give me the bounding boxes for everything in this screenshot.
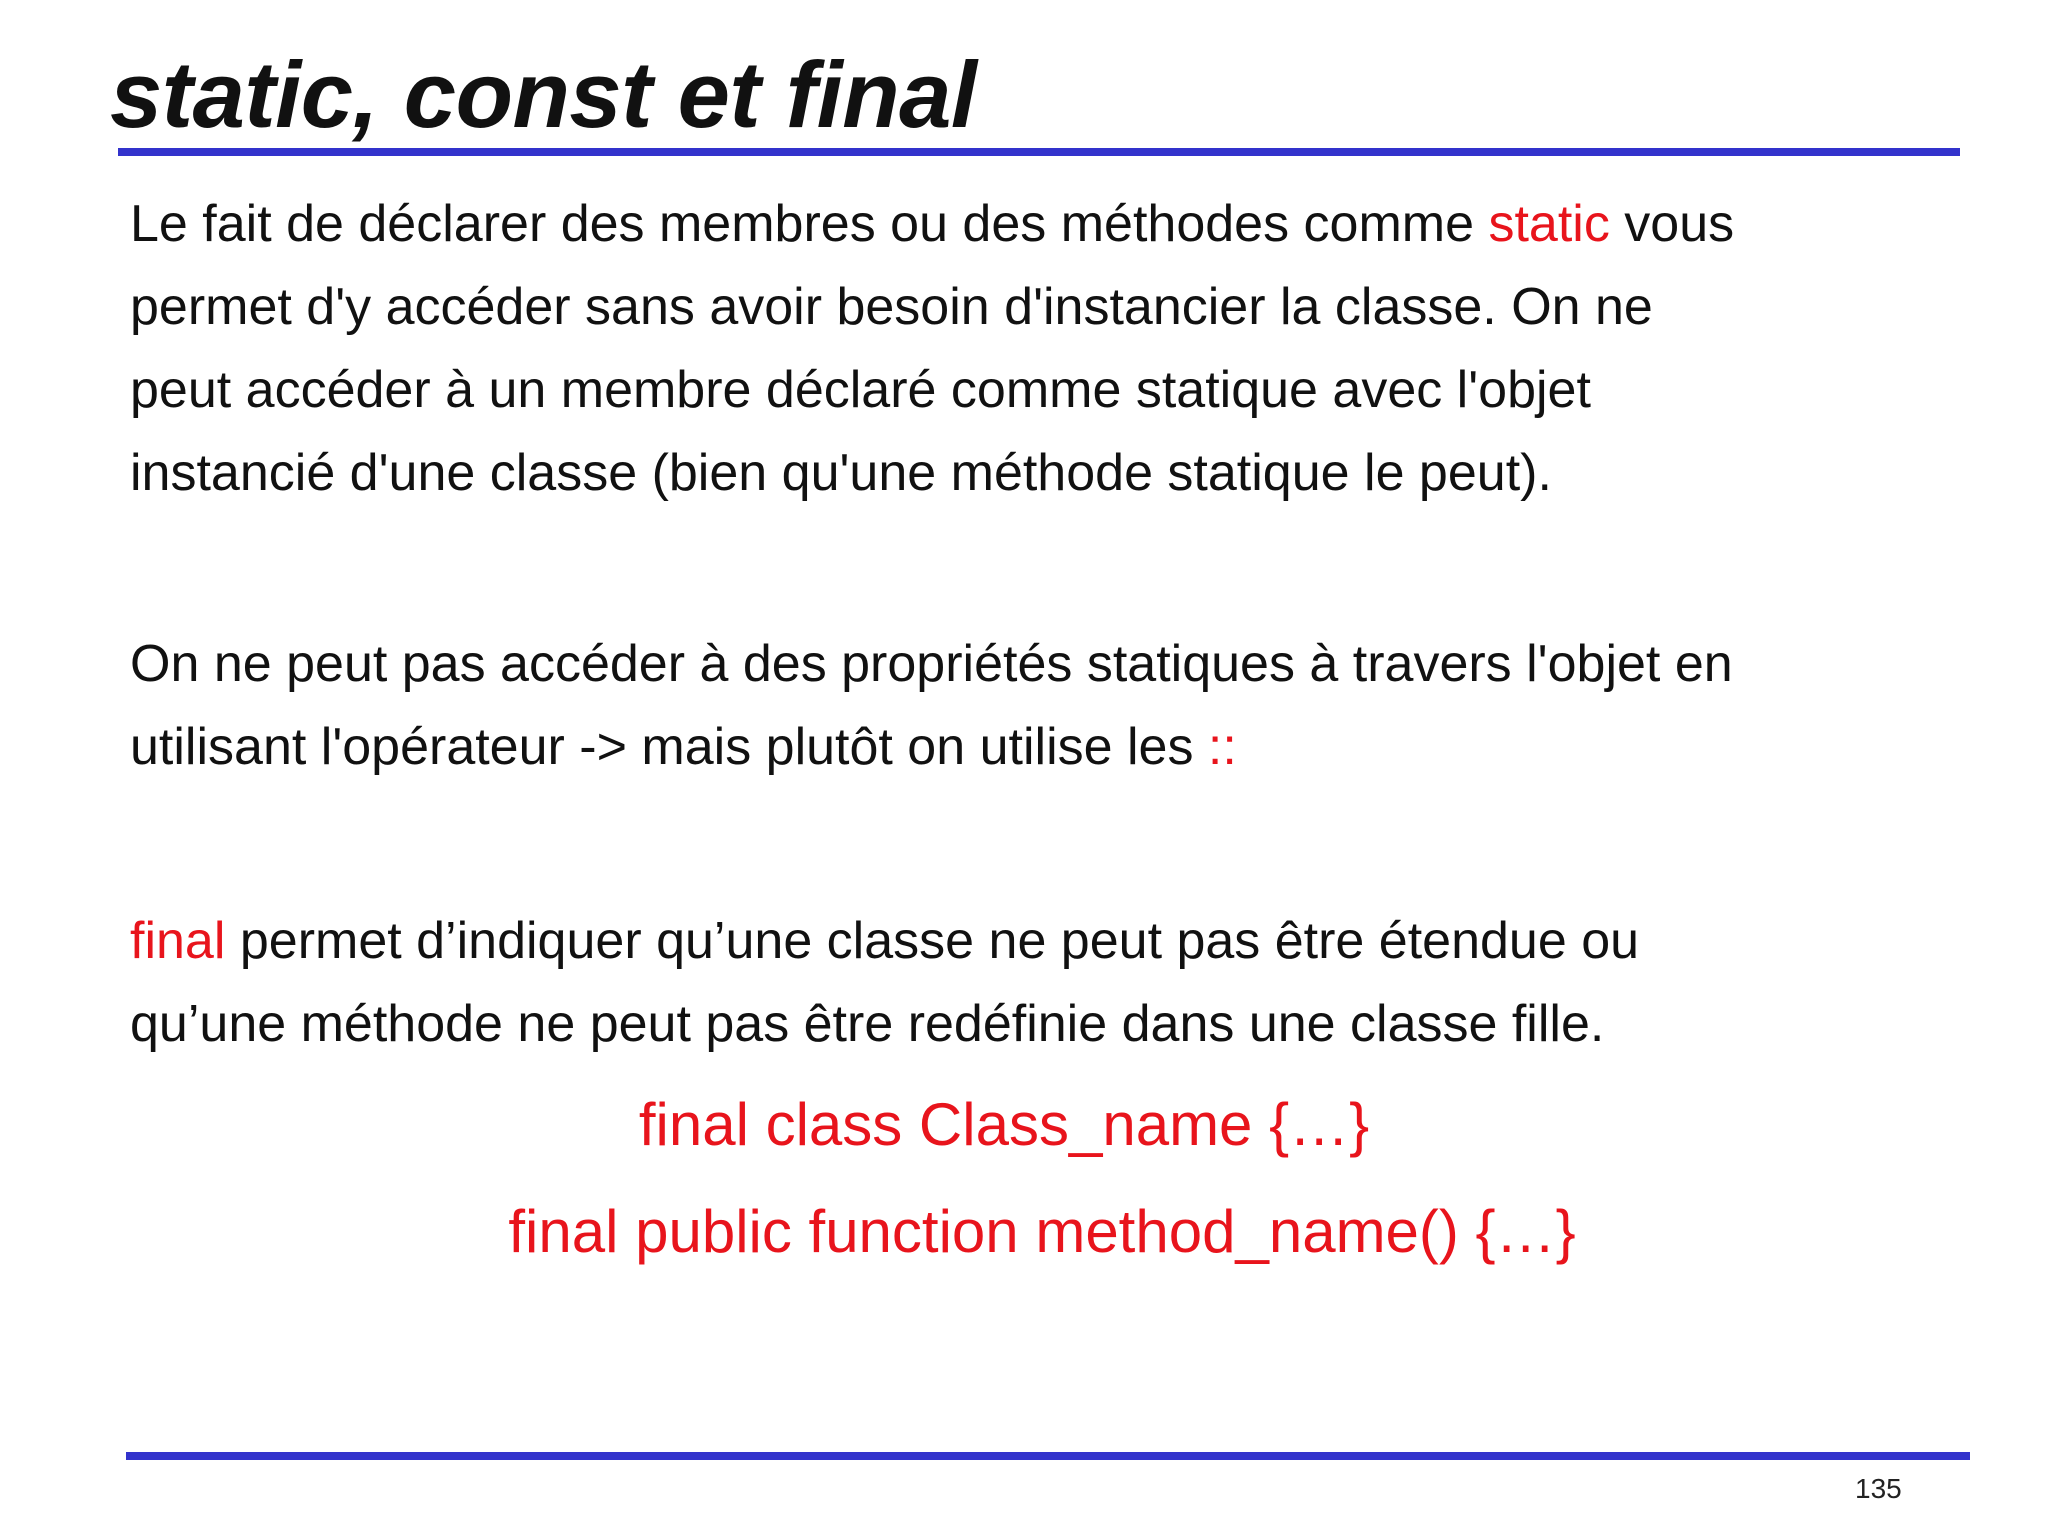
keyword-scope-resolution: ::	[1207, 718, 1237, 776]
paragraph-final	[130, 900, 1990, 1066]
text-segment: utilisant l'opérateur -> mais plutôt on utilise les	[130, 718, 1208, 776]
paragraph-static-line-4: instancié d'une classe (bien qu'une méthode statique le peut).	[130, 444, 1552, 502]
paragraph-static-line-1	[130, 183, 1990, 266]
text-segment: Le fait de déclarer des membres ou des méthodes comme	[130, 195, 1489, 253]
paragraph-static	[130, 183, 1990, 515]
paragraph-static-line-2: permet d'y accéder sans avoir besoin d'instancier la classe. On ne	[130, 278, 1653, 336]
code-example-final-method: final public function method_name() {…}	[508, 1198, 1576, 1265]
slide-title: static, const et final	[110, 42, 977, 147]
keyword-static: static	[1488, 195, 1610, 253]
paragraph-static-line-3: peut accéder à un membre déclaré comme statique avec l'objet	[130, 361, 1591, 419]
code-example-final-class: final class Class_name {…}	[638, 1091, 1370, 1158]
paragraph-scope-line-2	[130, 706, 1990, 789]
paragraph-final-line-2: qu’une méthode ne peut pas être redéfinie dans une classe fille.	[130, 995, 1605, 1053]
keyword-final: final	[130, 912, 226, 970]
text-segment: vous	[1609, 195, 1735, 253]
paragraph-final-line-1	[130, 900, 1990, 983]
title-underline-rule	[118, 148, 1960, 156]
paragraph-scope-operator	[130, 623, 1990, 789]
page-number: 135	[1855, 1473, 1902, 1504]
paragraph-scope-line-1: On ne peut pas accéder à des propriétés statiques à travers l'objet en	[130, 635, 1733, 693]
footer-rule	[126, 1452, 1970, 1460]
text-segment: permet d’indiquer qu’une classe ne peut pas être étendue ou	[225, 912, 1640, 970]
